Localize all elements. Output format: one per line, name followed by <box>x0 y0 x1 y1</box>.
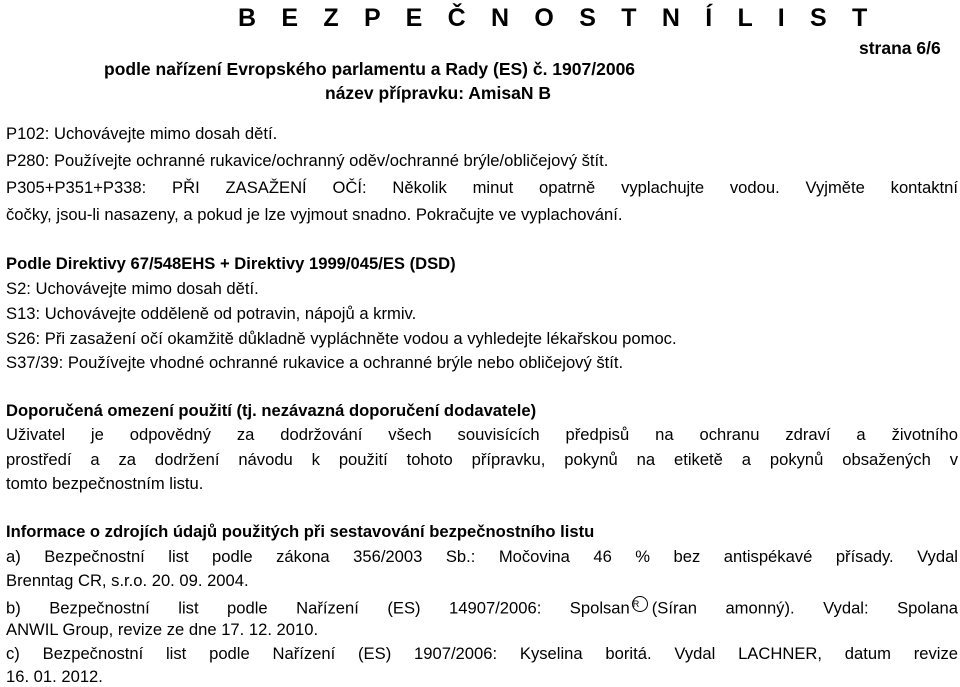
source-a-line1: a) Bezpečnostní list podle zákona 356/2003 Sb.: Močovina 46 % bez antispékavé přísady. Vydal <box>6 547 958 566</box>
restrictions-line1: Uživatel je odpovědný za dodržování všech souvisících předpisů na ochranu zdraví a životního <box>6 425 958 444</box>
source-b-line2: ANWIL Group, revize ze dne 17. 12. 2010. <box>6 620 319 639</box>
statement-p305-line1: P305+P351+P338: PŘI ZASAŽENÍ OČÍ: Několik minut opatrně vyplachujte vodou. Vyjměte kontaktní <box>6 178 958 197</box>
source-c-line2: 16. 01. 2012. <box>6 667 103 686</box>
regulation-subtitle: podle nařízení Evropského parlamentu a Rady (ES) č. 1907/2006 <box>104 59 636 79</box>
statement-p280: P280: Používejte ochranné rukavice/ochranný oděv/ochranné brýle/obličejový štít. <box>6 151 609 170</box>
registered-trademark-icon: R <box>632 596 648 612</box>
statement-s26: S26: Při zasažení očí okamžitě důkladně vypláchněte vodou a vyhledejte lékařskou pomoc. <box>6 329 677 348</box>
source-b-text-before: b) Bezpečnostní list podle Nařízení (ES) 14907/2006: Spolsan <box>6 598 630 618</box>
source-a-line2: Brenntag CR, s.r.o. 20. 09. 2004. <box>6 571 249 590</box>
statement-s37-39: S37/39: Používejte vhodné ochranné rukavice a ochranné brýle nebo obličejový štít. <box>6 353 624 372</box>
statement-s2: S2: Uchovávejte mimo dosah dětí. <box>6 279 259 298</box>
statement-p102: P102: Uchovávejte mimo dosah dětí. <box>6 124 278 143</box>
source-c-line1: c) Bezpečnostní list podle Nařízení (ES) 1907/2006: Kyselina boritá. Vydal LACHNER, datum revize <box>6 644 958 663</box>
dsd-heading: Podle Direktivy 67/548EHS + Direktivy 1999/045/ES (DSD) <box>6 254 456 273</box>
source-b-line1 <box>6 596 958 619</box>
source-b-text-after: (Síran amonný). Vydal: Spolana <box>651 598 958 618</box>
product-name: název přípravku: AmisaN B <box>325 83 551 103</box>
restrictions-line2: prostředí a za dodržení návodu k použití tohoto přípravku, pokynů na etiketě a pokynů obsažených v <box>6 450 958 469</box>
page-number: strana 6/6 <box>859 38 941 58</box>
statement-p305-line2: čočky, jsou-li nasazeny, a pokud je lze vyjmout snadno. Pokračujte ve vyplachování. <box>6 205 623 224</box>
statement-s13: S13: Uchovávejte odděleně od potravin, nápojů a krmiv. <box>6 304 417 323</box>
sources-heading: Informace o zdrojích údajů použitých při sestavování bezpečnostního listu <box>6 522 595 541</box>
document-title: B E Z P E Č N O S T N Í L I S T <box>238 4 877 32</box>
restrictions-line3: tomto bezpečnostním listu. <box>6 474 204 493</box>
restrictions-heading: Doporučená omezení použití (tj. nezávazná doporučení dodavatele) <box>6 401 537 420</box>
